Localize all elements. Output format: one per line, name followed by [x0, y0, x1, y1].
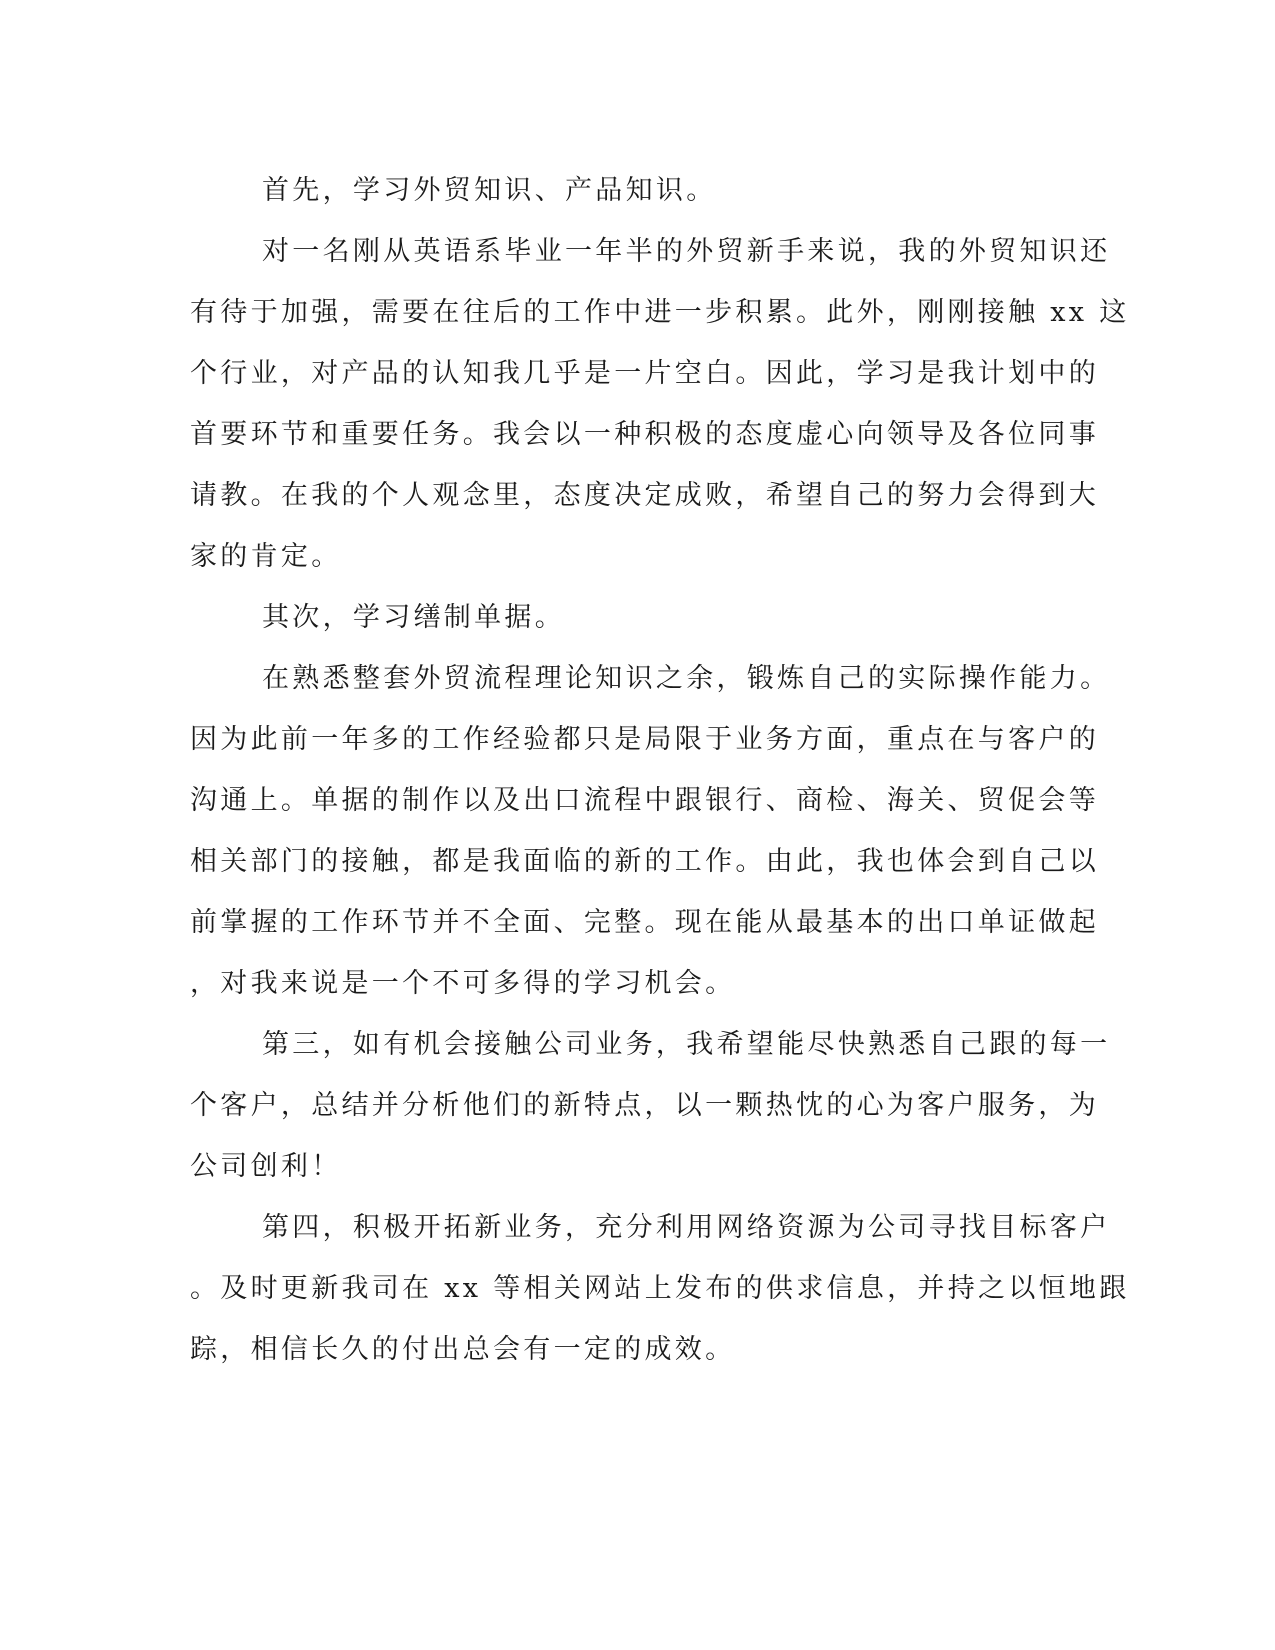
text-line: 请教。在我的个人观念里，态度决定成败，希望自己的努力会得到大 [190, 480, 1099, 511]
text-line: 踪，相信长久的付出总会有一定的成效。 [190, 1334, 736, 1365]
text-line: 个客户，总结并分析他们的新特点，以一颗热忱的心为客户服务，为 [190, 1090, 1099, 1121]
paragraph-third: 第三，如有机会接触公司业务，我希望能尽快熟悉自己跟的每一 [262, 1029, 1111, 1060]
text-line: 公司创利！ [190, 1151, 342, 1182]
document-body [190, 160, 1130, 1380]
text-line: 。及时更新我司在 xx 等相关网站上发布的供求信息，并持之以恒地跟 [190, 1273, 1130, 1304]
text-line: 家的肯定。 [190, 541, 342, 572]
text-line: 首要环节和重要任务。我会以一种积极的态度虚心向领导及各位同事 [190, 419, 1099, 450]
text-line: 前掌握的工作环节并不全面、完整。现在能从最基本的出口单证做起 [190, 907, 1099, 938]
text-line: 因为此前一年多的工作经验都只是局限于业务方面，重点在与客户的 [190, 724, 1099, 755]
paragraph-heading-first: 首先，学习外贸知识、产品知识。 [262, 175, 717, 206]
text-line: ，对我来说是一个不可多得的学习机会。 [190, 968, 736, 999]
text-line: 沟通上。单据的制作以及出口流程中跟银行、商检、海关、贸促会等 [190, 785, 1099, 816]
text-line: 在熟悉整套外贸流程理论知识之余，锻炼自己的实际操作能力。 [262, 663, 1111, 694]
text-line: 有待于加强，需要在往后的工作中进一步积累。此外，刚刚接触 xx 这 [190, 297, 1130, 328]
paragraph-fourth: 第四，积极开拓新业务，充分利用网络资源为公司寻找目标客户 [262, 1212, 1111, 1243]
text-line: 个行业，对产品的认知我几乎是一片空白。因此，学习是我计划中的 [190, 358, 1099, 389]
text-line: 相关部门的接触，都是我面临的新的工作。由此，我也体会到自己以 [190, 846, 1099, 877]
paragraph-heading-second: 其次，学习缮制单据。 [262, 602, 565, 633]
text-line: 对一名刚从英语系毕业一年半的外贸新手来说，我的外贸知识还 [262, 236, 1111, 267]
